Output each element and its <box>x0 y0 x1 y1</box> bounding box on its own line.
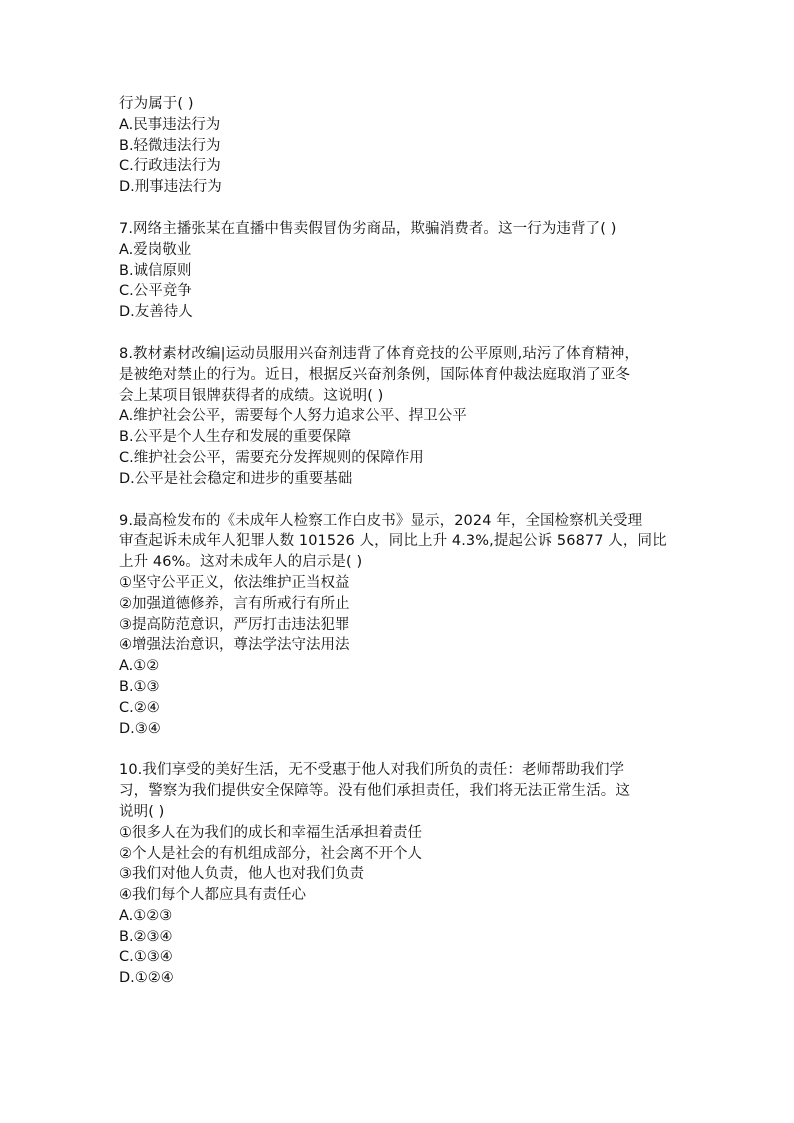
spacer <box>119 323 679 344</box>
option-d: D.友善待人 <box>119 304 193 321</box>
statement-3: ③提高防范意识，严厉打击违法犯罪 <box>119 616 350 633</box>
statement-2: ②个人是社会的有机组成部分，社会离不开个人 <box>119 845 422 862</box>
spacer <box>119 490 679 511</box>
spacer <box>119 739 679 760</box>
exam-page <box>119 94 679 989</box>
question-stem-line: 8.教材素材改编|运动员服用兴奋剂违背了体育竞技的公平原则,玷污了体育精神， <box>119 345 640 362</box>
question-stem-line: 审查起诉未成年人犯罪人数 101526 人，同比上升 4.3%,提起公诉 56877 人，同比 <box>119 533 667 550</box>
statement-4: ④我们每个人都应具有责任心 <box>119 887 306 904</box>
option-a: A.民事违法行为 <box>119 116 221 133</box>
statement-2: ②加强道德修养，言有所戒行有所止 <box>119 595 350 612</box>
option-b: B.公平是个人生存和发展的重要保障 <box>119 429 352 446</box>
question-8 <box>119 344 679 490</box>
question-stem-line: 说明( ) <box>119 803 165 820</box>
option-d: D.③④ <box>119 720 161 737</box>
option-a: A.爱岗敬业 <box>119 241 192 258</box>
option-d: D.①②④ <box>119 970 174 987</box>
option-c: C.公平竞争 <box>119 283 192 300</box>
option-c: C.①③④ <box>119 949 173 966</box>
statement-4: ④增强法治意识，尊法学法守法用法 <box>119 637 350 654</box>
option-a: A.①②③ <box>119 907 173 924</box>
question-9 <box>119 511 679 740</box>
option-b: B.诚信原则 <box>119 262 192 279</box>
option-d: D.刑事违法行为 <box>119 179 222 196</box>
option-a: A.①② <box>119 658 160 675</box>
option-b: B.①③ <box>119 678 160 695</box>
option-b: B.②③④ <box>119 928 173 945</box>
question-stem-line: 习，警察为我们提供安全保障等。没有他们承担责任，我们将无法正常生活。这 <box>119 783 630 800</box>
option-d: D.公平是社会稳定和进步的重要基础 <box>119 470 353 487</box>
spacer <box>119 198 679 219</box>
question-stem-line: 10.我们享受的美好生活，无不受惠于他人对我们所负的责任：老师帮助我们学 <box>119 762 625 779</box>
statement-3: ③我们对他人负责，他人也对我们负责 <box>119 866 364 883</box>
question-10 <box>119 760 679 989</box>
question-stem-line: 行为属于( ) <box>119 96 194 112</box>
question-stem-line: 会上某项目银牌获得者的成绩。这说明( ) <box>119 387 384 404</box>
option-b: B.轻微违法行为 <box>119 137 221 154</box>
question-6 <box>119 94 679 198</box>
statement-1: ①很多人在为我们的成长和幸福生活承担着责任 <box>119 824 422 841</box>
option-a: A.维护社会公平，需要每个人努力追求公平、捍卫公平 <box>119 408 467 425</box>
option-c: C.行政违法行为 <box>119 158 221 175</box>
option-c: C.维护社会公平，需要充分发挥规则的保障作用 <box>119 449 424 466</box>
question-stem-line: 是被绝对禁止的行为。近日，根据反兴奋剂条例，国际体育仲裁法庭取消了亚冬 <box>119 366 630 383</box>
question-stem-line: 9.最高检发布的《未成年人检察工作白皮书》显示，2024 年，全国检察机关受理 <box>119 512 643 529</box>
statement-1: ①坚守公平正义，依法维护正当权益 <box>119 574 350 591</box>
question-stem-line: 7.网络主播张某在直播中售卖假冒伪劣商品，欺骗消费者。这一行为违背了( ) <box>119 220 617 237</box>
option-c: C.②④ <box>119 699 160 716</box>
question-stem-line: 上升 46%。这对未成年人的启示是( ) <box>119 554 363 571</box>
question-7 <box>119 219 679 323</box>
